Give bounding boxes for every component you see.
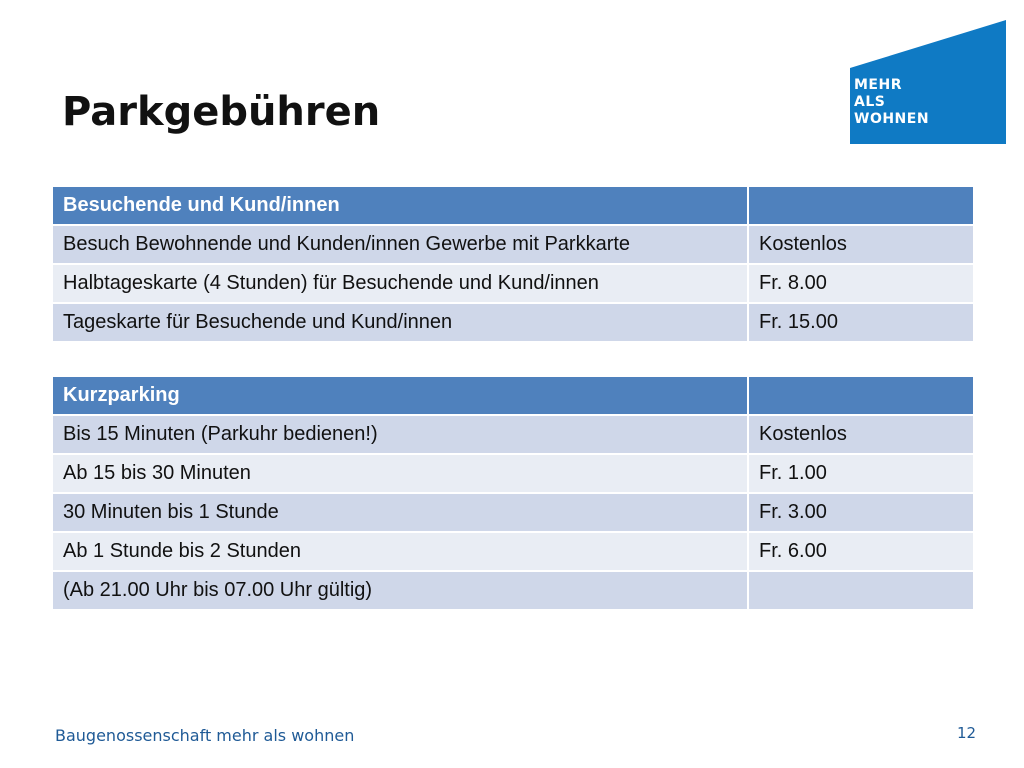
fee-description: Ab 15 bis 30 Minuten — [52, 454, 748, 493]
table-header-cell — [748, 186, 974, 225]
fee-description: Ab 1 Stunde bis 2 Stunden — [52, 532, 748, 571]
fee-price: Fr. 15.00 — [748, 303, 974, 342]
fee-description: Besuch Bewohnende und Kunden/innen Gewerbe mit Parkkarte — [52, 225, 748, 264]
table-header-cell — [748, 376, 974, 415]
table-row — [52, 532, 974, 571]
fee-description: Bis 15 Minuten (Parkuhr bedienen!) — [52, 415, 748, 454]
logo-line: ALS — [854, 94, 886, 110]
page-title: Parkgebühren — [62, 89, 381, 135]
table-row — [52, 415, 974, 454]
fee-price: Fr. 8.00 — [748, 264, 974, 303]
fee-price — [748, 571, 974, 610]
page-number: 12 — [957, 724, 977, 742]
table-header-row — [52, 186, 974, 225]
table-row — [52, 571, 974, 610]
visitors-fee-table — [51, 185, 975, 343]
fee-description: (Ab 21.00 Uhr bis 07.00 Uhr gültig) — [52, 571, 748, 610]
logo-line: MEHR — [854, 77, 902, 93]
fee-description: 30 Minuten bis 1 Stunde — [52, 493, 748, 532]
fee-description: Tageskarte für Besuchende und Kund/innen — [52, 303, 748, 342]
table-row — [52, 225, 974, 264]
table-header-cell: Besuchende und Kund/innen — [52, 186, 748, 225]
short-parking-fee-table — [51, 375, 975, 611]
fee-price: Fr. 6.00 — [748, 532, 974, 571]
fee-description: Halbtageskarte (4 Stunden) für Besuchende und Kund/innen — [52, 264, 748, 303]
fee-price: Kostenlos — [748, 415, 974, 454]
table-row — [52, 264, 974, 303]
table-row — [52, 303, 974, 342]
fee-price: Fr. 3.00 — [748, 493, 974, 532]
logo-line: WOHNEN — [854, 111, 930, 127]
fee-price: Fr. 1.00 — [748, 454, 974, 493]
table-row — [52, 454, 974, 493]
table-row — [52, 493, 974, 532]
fee-price: Kostenlos — [748, 225, 974, 264]
table-header-cell: Kurzparking — [52, 376, 748, 415]
footer-organization: Baugenossenschaft mehr als wohnen — [55, 726, 355, 745]
logo-wordmark — [854, 77, 929, 128]
table-header-row — [52, 376, 974, 415]
